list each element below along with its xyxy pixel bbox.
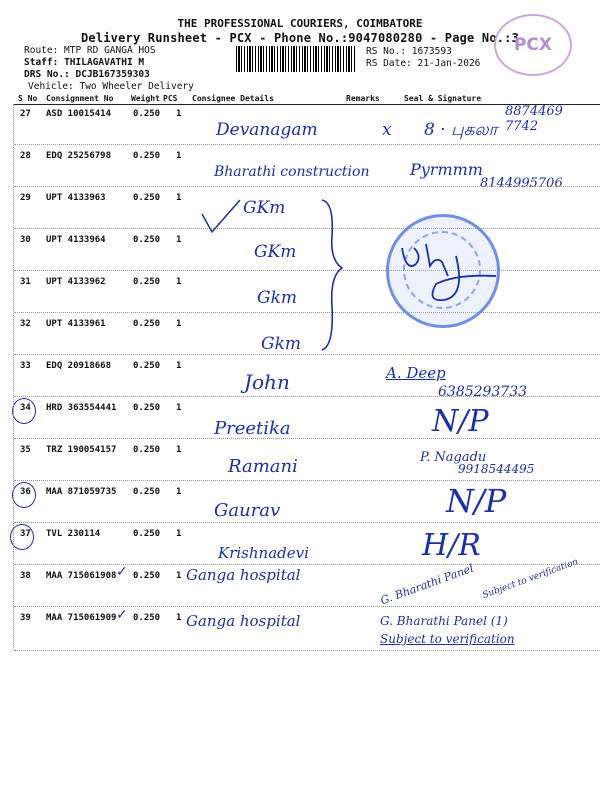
row-27-note: 8874469 7742 [505, 104, 563, 134]
route: Route: MTP RD GANGA HOS [24, 45, 156, 56]
col-sno: S No [18, 94, 38, 103]
row-38-note: Subject to verification [481, 557, 580, 601]
row-34-consignment: HRD 363554441 [46, 403, 117, 413]
row-37-pcs: 1 [176, 529, 182, 539]
row-27-consignment: ASD 10015414 [46, 109, 112, 119]
row-34-pcs: 1 [176, 403, 182, 413]
row-32-sno: 32 [20, 319, 31, 329]
tick-mark [200, 198, 250, 238]
row-31-weight: 0.250 [133, 277, 161, 287]
row-27-pcs: 1 [176, 109, 182, 119]
row-39-signature: G. Bharathi Panel (1) [380, 614, 508, 628]
row-28-consignee: Bharathi construction [214, 164, 370, 180]
row-32-pcs: 1 [176, 319, 182, 329]
row-28-signature: Pyrmmm [410, 160, 483, 179]
row-33-pcs: 1 [176, 361, 182, 371]
row-37-signature: H/R [422, 528, 481, 563]
row-33-signature: A. Deep [386, 364, 446, 382]
left-rule [13, 104, 14, 650]
row-32-consignment: UPT 4133961 [46, 319, 106, 329]
row-38-consignee: Ganga hospital [186, 566, 301, 584]
row-37-consignee: Krishnadevi [218, 544, 309, 562]
row-28-weight: 0.250 [133, 151, 161, 161]
row-27-consignee: Devanagam [216, 120, 318, 140]
row-29-weight: 0.250 [133, 193, 161, 203]
row-32-consignee: Gkm [261, 334, 302, 354]
row-divider [14, 186, 600, 187]
row-37-sno: 37 [20, 529, 31, 539]
row-38-consignment: MAA 715061908 [46, 571, 117, 581]
row-34-consignee: Preetika [214, 418, 291, 439]
rs-date: RS Date: 21-Jan-2026 [366, 58, 481, 69]
row-divider [14, 606, 600, 607]
row-divider [14, 650, 600, 651]
row-39-note: Subject to verification [380, 632, 515, 646]
vehicle: Vehicle: Two Wheeler Delivery [28, 81, 194, 92]
row-divider [14, 228, 600, 229]
row-34-signature: N/P [432, 404, 489, 439]
row-35-sno: 35 [20, 445, 31, 455]
row-29-consignee: GKm [243, 198, 286, 218]
drs-label: DRS No.: [24, 69, 70, 80]
row-28-note: 8144995706 [480, 176, 563, 191]
row-27-remarks: x [382, 120, 392, 140]
row-34-weight: 0.250 [133, 403, 161, 413]
row-30-consignment: UPT 4133964 [46, 235, 106, 245]
row-35-consignee: Ramani [228, 456, 298, 477]
row-divider [14, 312, 600, 313]
row-29-sno: 29 [20, 193, 31, 203]
row-30-consignee: GKm [254, 242, 297, 262]
row-35-consignment: TRZ 190054157 [46, 445, 117, 455]
col-consignment: Consignment No [46, 94, 114, 103]
row-38-pcs: 1 [176, 571, 182, 581]
staff-label: Staff: [24, 57, 59, 68]
row-35-note: 9918544495 [458, 462, 535, 476]
row-39-check-mark: ✓ [116, 607, 128, 623]
drs [24, 69, 150, 80]
pcx-stamp: PCX [494, 14, 572, 76]
col-consignee: Consignee Details [192, 94, 274, 103]
row-39-consignment: MAA 715061909 [46, 613, 117, 623]
rs-number: RS No.: 1673593 [366, 46, 452, 57]
row-divider [14, 354, 600, 355]
row-divider [14, 396, 600, 397]
staff-name: THILAGAVATHI M [64, 57, 145, 68]
row-27-sno: 27 [20, 109, 31, 119]
row-33-consignment: EDQ 20918668 [46, 361, 112, 371]
seal-signature [396, 236, 506, 316]
row-29-pcs: 1 [176, 193, 182, 203]
barcode [236, 46, 356, 72]
row-30-pcs: 1 [176, 235, 182, 245]
row-divider [14, 522, 600, 523]
row-36-weight: 0.250 [133, 487, 161, 497]
row-divider [14, 564, 600, 565]
row-28-pcs: 1 [176, 151, 182, 161]
row-36-consignment: MAA 871059735 [46, 487, 117, 497]
row-33-sno: 33 [20, 361, 31, 371]
row-divider [14, 144, 600, 145]
brace-mark [318, 196, 348, 356]
row-39-pcs: 1 [176, 613, 182, 623]
row-39-sno: 39 [20, 613, 31, 623]
row-38-check-mark: ✓ [116, 564, 128, 580]
row-36-pcs: 1 [176, 487, 182, 497]
row-38-weight: 0.250 [133, 571, 161, 581]
col-weight: Weight [131, 94, 160, 103]
row-33-consignee: John [244, 370, 290, 394]
row-31-sno: 31 [20, 277, 31, 287]
row-32-weight: 0.250 [133, 319, 161, 329]
row-37-consignment: TVL 230114 [46, 529, 101, 539]
row-30-sno: 30 [20, 235, 31, 245]
row-30-weight: 0.250 [133, 235, 161, 245]
row-34-sno: 34 [20, 403, 31, 413]
row-27-signature: 8 · புகலா [424, 120, 498, 140]
row-35-weight: 0.250 [133, 445, 161, 455]
drs-number: DCJB167359303 [75, 69, 150, 80]
row-33-weight: 0.250 [133, 361, 161, 371]
row-29-consignment: UPT 4133963 [46, 193, 106, 203]
row-39-consignee: Ganga hospital [186, 612, 301, 630]
row-divider [14, 480, 600, 481]
row-28-consignment: EDQ 25256798 [46, 151, 112, 161]
row-28-sno: 28 [20, 151, 31, 161]
row-36-signature: N/P [446, 482, 507, 520]
row-31-consignee: Gkm [257, 288, 298, 308]
row-38-signature: G. Bharathi Panel [378, 561, 476, 608]
row-39-weight: 0.250 [133, 613, 161, 623]
row-38-sno: 38 [20, 571, 31, 581]
row-27-weight: 0.250 [133, 109, 161, 119]
row-33-note: 6385293733 [438, 384, 528, 400]
company-name: THE PROFESSIONAL COURIERS, COIMBATORE [177, 17, 423, 30]
row-36-consignee: Gaurav [214, 500, 281, 521]
runsheet-title: Delivery Runsheet - PCX - Phone No.:9047080280 - Page No.:3 [80, 31, 520, 45]
row-divider [14, 270, 600, 271]
staff [24, 57, 144, 68]
col-remarks: Remarks [346, 94, 380, 103]
row-35-signature: P. Nagadu [420, 450, 487, 465]
col-seal: Seal & Signature [404, 94, 482, 103]
row-31-pcs: 1 [176, 277, 182, 287]
row-divider [14, 438, 600, 439]
row-31-consignment: UPT 4133962 [46, 277, 106, 287]
col-pcs: PCS [163, 94, 178, 103]
row-37-weight: 0.250 [133, 529, 161, 539]
row-36-sno: 36 [20, 487, 31, 497]
row-35-pcs: 1 [176, 445, 182, 455]
